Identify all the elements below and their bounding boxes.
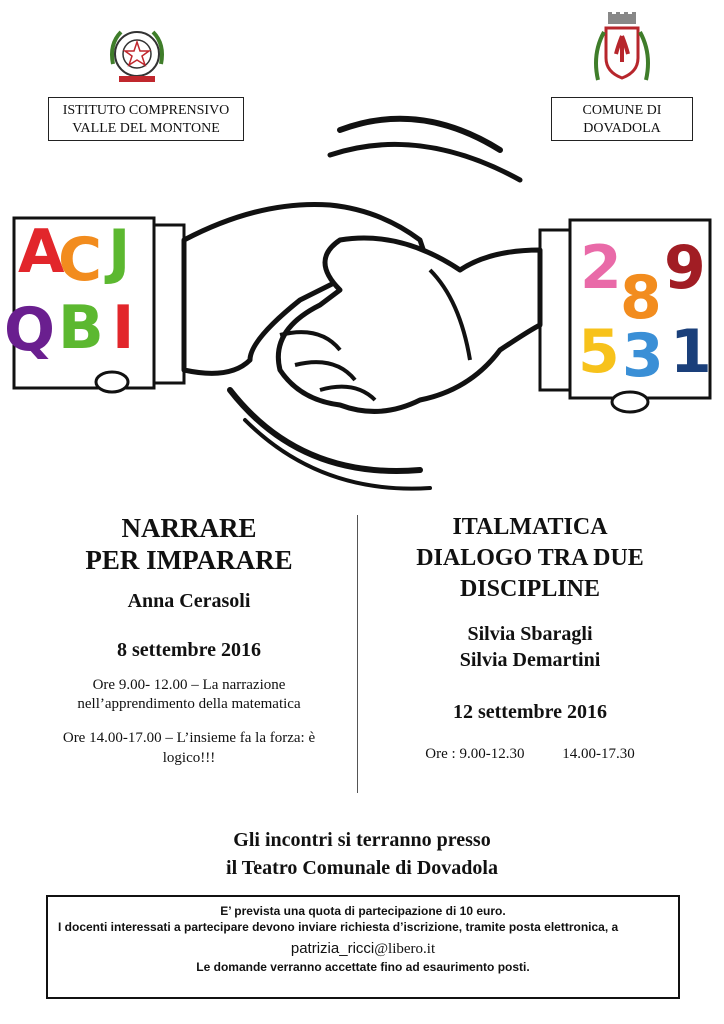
digit-9: 9	[664, 233, 706, 303]
left-event-session1-line2: nell’apprendimento della matematica	[77, 696, 301, 712]
venue-line2: il Teatro Comunale di Dovadola	[226, 857, 498, 879]
left-event-session2-line1: Ore 14.00-17.00 – L’insieme fa la forza: è	[62, 730, 316, 746]
dovadola-coat-of-arms	[590, 10, 654, 92]
availability-note: Le domande verranno accettate fino ad esaurimento posti.	[196, 960, 530, 974]
right-event-column	[360, 512, 700, 763]
digit-1: 1	[670, 317, 712, 387]
municipality-line1: COMUNE DI	[582, 103, 662, 118]
letter-i: I	[112, 293, 135, 363]
left-event-speaker: Anna Cerasoli	[127, 590, 251, 612]
right-event-hours	[360, 746, 700, 763]
right-event-hours-morning: Ore : 9.00-12.30	[425, 746, 525, 762]
venue-line1: Gli incontri si terranno presso	[233, 829, 491, 851]
registration-request-text: I docenti interessati a partecipare devono inviare richiesta d’iscrizione, tramite posta elettronica, a	[58, 920, 619, 934]
right-event-date: 12 settembre 2016	[452, 701, 608, 723]
school-name-line1: ISTITUTO COMPRENSIVO	[62, 103, 230, 118]
venue-block	[0, 826, 724, 882]
right-event-title-line3: DISCIPLINE	[459, 576, 601, 602]
municipality-line2: DOVADOLA	[583, 121, 661, 136]
letter-b: B	[58, 293, 104, 363]
digit-8: 8	[620, 263, 662, 333]
right-event-title-line1: ITALMATICA	[452, 514, 608, 540]
right-event-title-line2: DIALOGO TRA DUE	[416, 545, 644, 571]
email-domain[interactable]: @libero.it	[374, 941, 436, 957]
left-event-column	[20, 512, 358, 768]
right-event-speaker1: Silvia Sbaragli	[467, 623, 593, 645]
email-username[interactable]: patrizia_ricci	[290, 940, 375, 957]
letter-j: J	[108, 217, 131, 287]
left-event-title-line2: PER IMPARARE	[85, 545, 293, 575]
school-name-line2: VALLE DEL MONTONE	[72, 121, 220, 136]
letter-a: A	[18, 217, 65, 287]
left-event-session1	[20, 676, 358, 714]
digit-3: 3	[622, 321, 664, 391]
left-event-date: 8 settembre 2016	[116, 639, 262, 661]
letter-c: C	[58, 225, 103, 295]
digit-2: 2	[580, 233, 622, 303]
left-event-session2	[20, 728, 358, 768]
left-event-session2-line2: logico!!!	[162, 750, 216, 766]
registration-info-box	[46, 895, 680, 999]
left-event-title-line1: NARRARE	[121, 513, 257, 543]
column-divider	[357, 515, 358, 793]
letter-q: Q	[4, 295, 56, 365]
digit-5: 5	[578, 317, 620, 387]
right-event-hours-afternoon: 14.00-17.30	[562, 746, 635, 762]
fee-text: E’ prevista una quota di partecipazione di 10 euro.	[220, 904, 506, 918]
contact-email[interactable]	[58, 939, 668, 959]
handshake-illustration	[0, 100, 724, 500]
right-event-speaker2: Silvia Demartini	[459, 649, 601, 671]
left-event-session1-line1: Ore 9.00- 12.00 – La narrazione	[92, 677, 286, 693]
italian-republic-emblem	[105, 24, 169, 88]
